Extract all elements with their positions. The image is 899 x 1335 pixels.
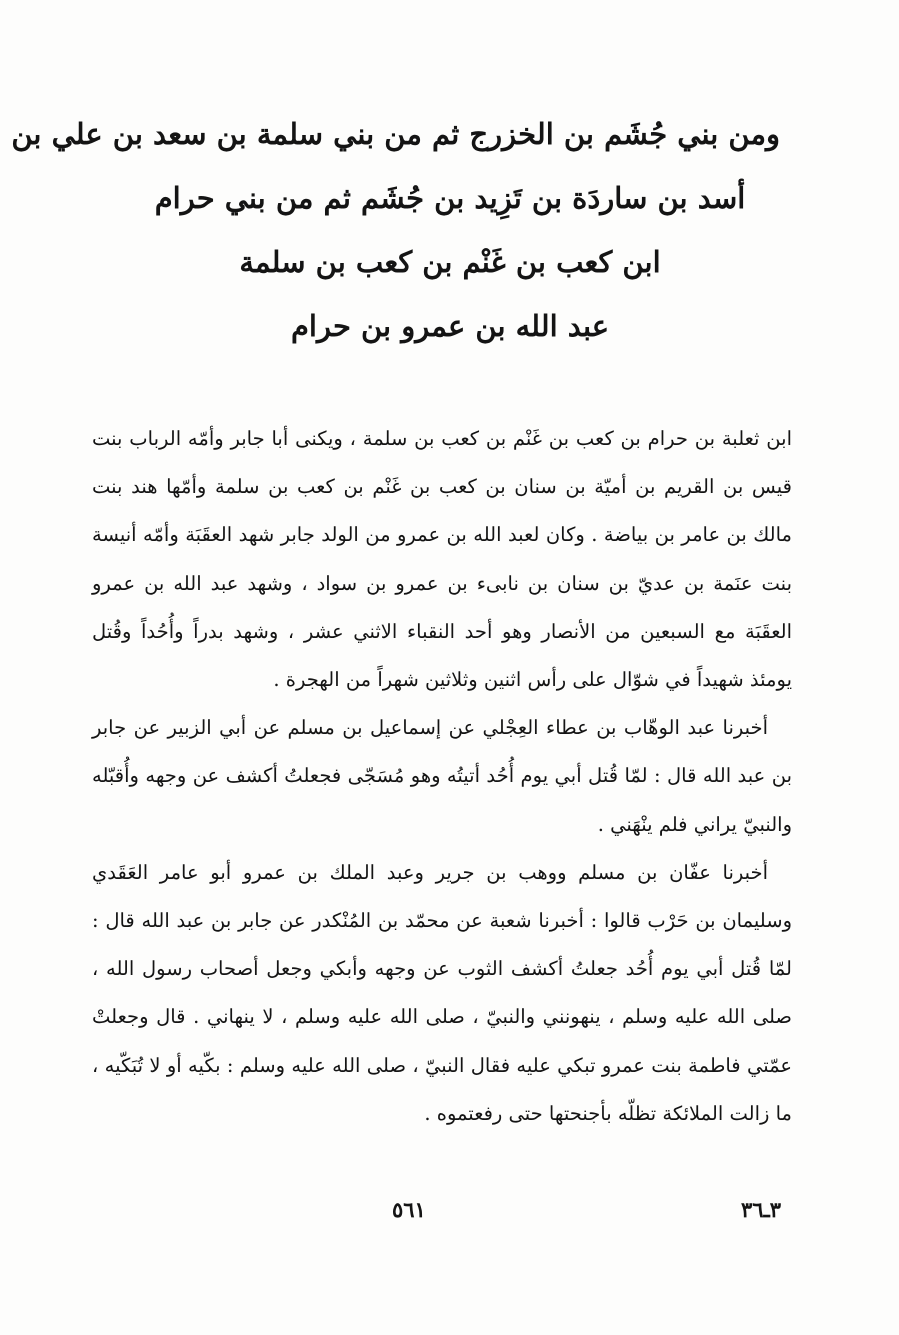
page-footer (0, 1197, 899, 1237)
section-heading (11, 102, 780, 358)
heading-line-3: ابن كعب بن غَنْم بن كعب بن سلمة (239, 245, 661, 279)
heading-line-2: أسد بن ساردَة بن تَزِيد بن جُشَم ثم من بني حرام (154, 181, 746, 215)
heading-line-1: ومن بني جُشَم بن الخزرج ثم من بني سلمة بن سعد بن علي بن (11, 117, 780, 151)
heading-line-4: عبد الله بن عمرو بن حرام (290, 309, 610, 343)
paragraph-narration-1: أخبرنا عبد الوهّاب بن عطاء العِجْلي عن إسماعيل بن مسلم عن أبي الزبير عن جابر بن عبد الله قال : لمّا قُتل أبي يوم أُحُد أتيتُه وهو مُسَجّى فجعلتُ أكشف عن وجهه وأُقبّله والنبيّ يراني فلم ينْهَني . (92, 716, 792, 836)
page-number: ٥٦١ (392, 1197, 426, 1222)
paragraph-narration-2: أخبرنا عفّان بن مسلم ووهب بن جرير وعبد الملك بن عمرو أبو عامر العَقَدي وسليمان بن حَرْب قالوا : أخبرنا شعبة عن محمّد بن المُنْكدر عن جابر بن عبد الله قال : لمّا قُتل أبي يوم أُحُد جعلتُ أكشف الثوب عن وجهه وأبكي وجعل أصحاب رسول الله ، صلى الله عليه وسلم ، ينهونني والنبيّ ، صلى الله عليه وسلم ، لا ينهاني . قال وجعلتْ عمّتي فاطمة بنت عمرو تبكي عليه فقال النبيّ ، صلى الله عليه وسلم : بكّيه أو لا تُبَكّيه ، ما زالت الملائكة تظلّه بأجنحتها حتى رفعتموه . (92, 860, 792, 1125)
paragraph-biography: ابن ثعلبة بن حرام بن كعب بن غَنْم بن كعب بن سلمة ، ويكنى أبا جابر وأمّه الرباب بنت قيس بن القريم بن أميّة بن سنان بن كعب بن غَنْم بن كعب بن سلمة وأمّها هند بنت مالك بن عامر بن بياضة . وكان لعبد الله بن عمرو من الولد جابر شهد العقَبَة وأمّه أنيسة بنت عنَمة بن عديّ بن سنان بن نابىء بن عمرو بن سواد ، وشهد عبد الله بن عمرو العقَبَة مع السبعين من الأنصار وهو أحد النقباء الاثني عشر ، وشهد بدراً وأُحُداً وقُتل يومئذ شهيداً في شوّال على رأس اثنين وثلاثين شهراً من الهجرة . (92, 427, 792, 692)
signature-mark: ٣ـ٣٦ (741, 1197, 781, 1222)
body-text (92, 415, 792, 1138)
